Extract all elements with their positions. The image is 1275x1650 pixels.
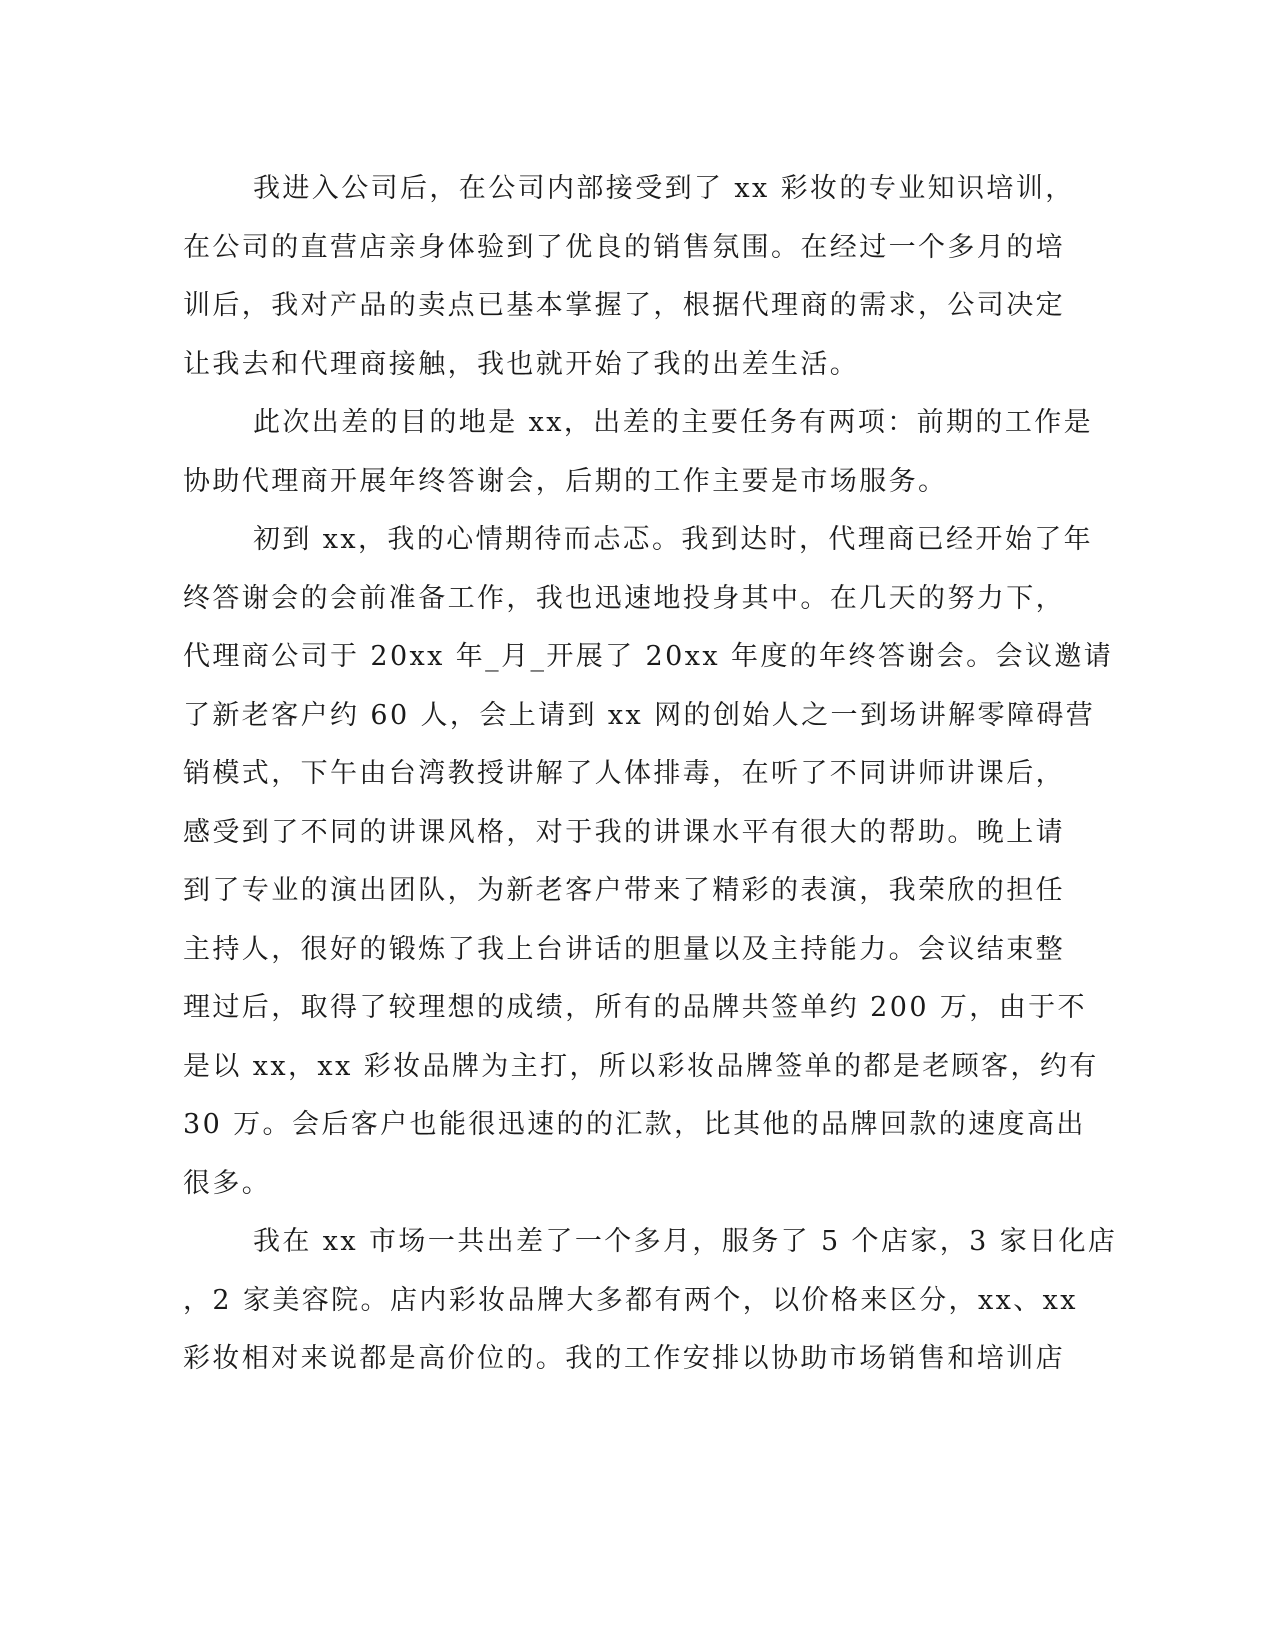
text-line: 是以 xx，xx 彩妆品牌为主打，所以彩妆品牌签单的都是老顾客，约有 — [183, 1050, 1099, 1082]
text-line: 协助代理商开展年终答谢会，后期的工作主要是市场服务。 — [183, 465, 948, 497]
text-line: 此次出差的目的地是 xx，出差的主要任务有两项：前期的工作是 — [253, 407, 1094, 438]
text-line: 我在 xx 市场一共出差了一个多月，服务了 5 个店家，3 家日化店 — [253, 1226, 1118, 1257]
text-line: 销模式，下午由台湾教授讲解了人体排毒，在听了不同讲师讲课后， — [183, 758, 1065, 789]
text-line: 理过后，取得了较理想的成绩，所有的品牌共签单约 200 万，由于不 — [183, 992, 1087, 1023]
text-line: 到了专业的演出团队，为新老客户带来了精彩的表演，我荣欣的担任 — [183, 875, 1065, 906]
text-line: 彩妆相对来说都是高价位的。我的工作安排以协助市场销售和培训店 — [183, 1343, 1065, 1374]
text-line: 很多。 — [183, 1167, 272, 1199]
document-body — [183, 160, 1118, 1389]
text-line: 在公司的直营店亲身体验到了优良的销售氛围。在经过一个多月的培 — [183, 231, 1065, 263]
text-line: 我进入公司后，在公司内部接受到了 xx 彩妆的专业知识培训， — [253, 173, 1075, 204]
text-line: 让我去和代理商接触，我也就开始了我的出差生活。 — [183, 348, 860, 380]
text-line: 初到 xx，我的心情期待而忐忑。我到达时，代理商已经开始了年 — [253, 524, 1094, 555]
text-line: 训后，我对产品的卖点已基本掌握了，根据代理商的需求，公司决定 — [183, 290, 1065, 321]
text-line: ，2 家美容院。店内彩妆品牌大多都有两个，以价格来区分，xx、xx — [183, 1284, 1078, 1316]
text-line: 30 万。会后客户也能很迅速的的汇款，比其他的品牌回款的速度高出 — [183, 1109, 1086, 1140]
text-line: 终答谢会的会前准备工作，我也迅速地投身其中。在几天的努力下， — [183, 582, 1065, 614]
text-line: 感受到了不同的讲课风格，对于我的讲课水平有很大的帮助。晚上请 — [183, 816, 1065, 848]
text-line: 主持人，很好的锻炼了我上台讲话的胆量以及主持能力。会议结束整 — [183, 933, 1065, 965]
text-line: 代理商公司于 20xx 年_月_开展了 20xx 年度的年终答谢会。会议邀请 — [183, 641, 1114, 672]
text-line: 了新老客户约 60 人，会上请到 xx 网的创始人之一到场讲解零障碍营 — [183, 699, 1096, 731]
